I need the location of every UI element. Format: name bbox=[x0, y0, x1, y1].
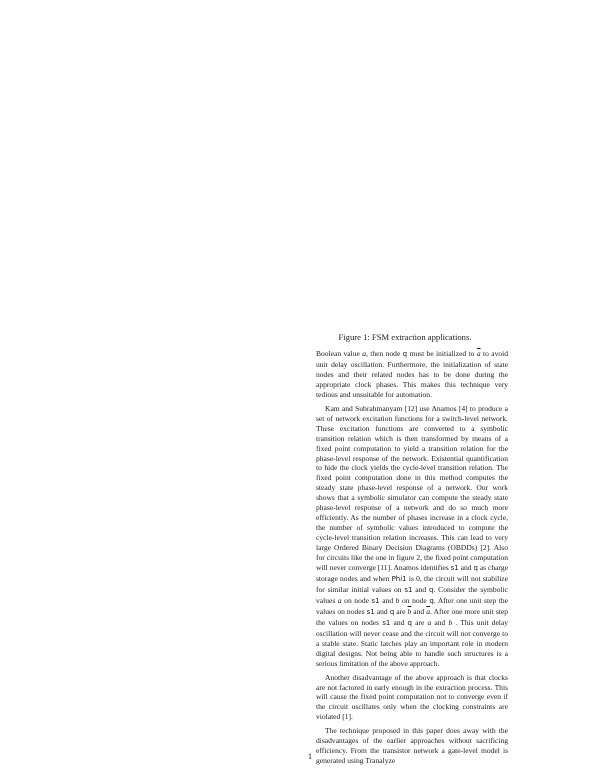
signal-s1: s1 bbox=[404, 585, 413, 594]
signal-q: q bbox=[389, 607, 395, 616]
paragraph-3: Another disadvantage of the above approach is that clocks are not factored in early enough in the extraction process. This will cause the fixed point computation not to converge even if the circuit oscillates only when the clocking constraints are violated [1]. bbox=[316, 672, 508, 722]
signal-s1: s1 bbox=[450, 564, 459, 573]
math-a-bar: $\overline{a}$ bbox=[476, 349, 481, 358]
page-number: 1 bbox=[307, 751, 313, 761]
signal-phi1: Phi1 bbox=[391, 574, 407, 583]
figure-caption: Figure 1: FSM extraction applications. bbox=[338, 332, 472, 342]
math-a: a bbox=[337, 595, 342, 605]
math-a: a bbox=[427, 617, 432, 627]
signal-s1: s1 bbox=[366, 607, 375, 616]
paragraph-4: The technique proposed in this paper does away with the disadvantages of the earlier approaches without sacrificing efficiency. From the transistor network a gate-level model is generated using Tranalyze bbox=[316, 726, 508, 766]
signal-q: q bbox=[473, 564, 478, 573]
signal-q: q bbox=[402, 350, 408, 358]
math-a-bar: $\overline{a}$ bbox=[426, 606, 431, 616]
paragraph-2: Kam and Subrahmanyam [12] use Anamos [4] to produce a set of network excitation functions for a switch-level network. These excitation functions are converted to a symbolic transition relation which is then transformed by means of a fixed point computation to yield a transition relation for the phase-level response of the network. Existential quantification to hide the clock yields the cycle-level transition relation. The fixed point computation done in this method computes the steady state phase-level response of a network. Our work shows that a symbolic simulator can compute the steady state phase-level response of a network and do so much more efficiently. As the number of phases increase in a clock cycle, the number of symbolic values introduced to compute the cycle-level transition relation increases. This can lead to very large Ordered Binary Decision Diagrams (OBDDs) [2]. Also for circuits like the one in figure 2, the fixed point computation will never converge [11]. Anamos identifies s1 and q as charge storage nodes and when Phi1 is 0, the circuit will not stabilize for similar initial values on s1 and q. Consider the symbolic values a on node s1 and b on node q. After one unit step the values on nodes s1 and q are $\overline{b}$ and $\overline{a}$. After one more unit step the values on nodes s1 and q are a and b . This unit delay oscillation will never cease and the circuit will not converge to a stable state. Static latches play an important role in modern digital designs. Not being able to handle such structures is a serious limitation of the above approach. bbox=[316, 403, 509, 668]
paragraph-1: Boolean value a, then node q must be initialized to $\overline{a}$ to avoid unit delay oscillation. Furthermore, the initialization of state nodes and their related nodes has to be done during the appropriate clock phases. This makes this technique very tedious and unsuitable for automation. bbox=[316, 349, 508, 399]
math-b: b bbox=[448, 617, 453, 627]
math-b: b bbox=[395, 595, 400, 605]
signal-q: q bbox=[429, 596, 434, 605]
signal-s1: s1 bbox=[382, 618, 391, 627]
math-a: a bbox=[362, 349, 367, 358]
math-b-bar: $\overline{b}$ bbox=[407, 606, 412, 616]
signal-q: q bbox=[407, 618, 412, 627]
text-column bbox=[316, 349, 508, 766]
signal-s1: s1 bbox=[371, 596, 380, 605]
signal-q: q bbox=[429, 585, 434, 594]
